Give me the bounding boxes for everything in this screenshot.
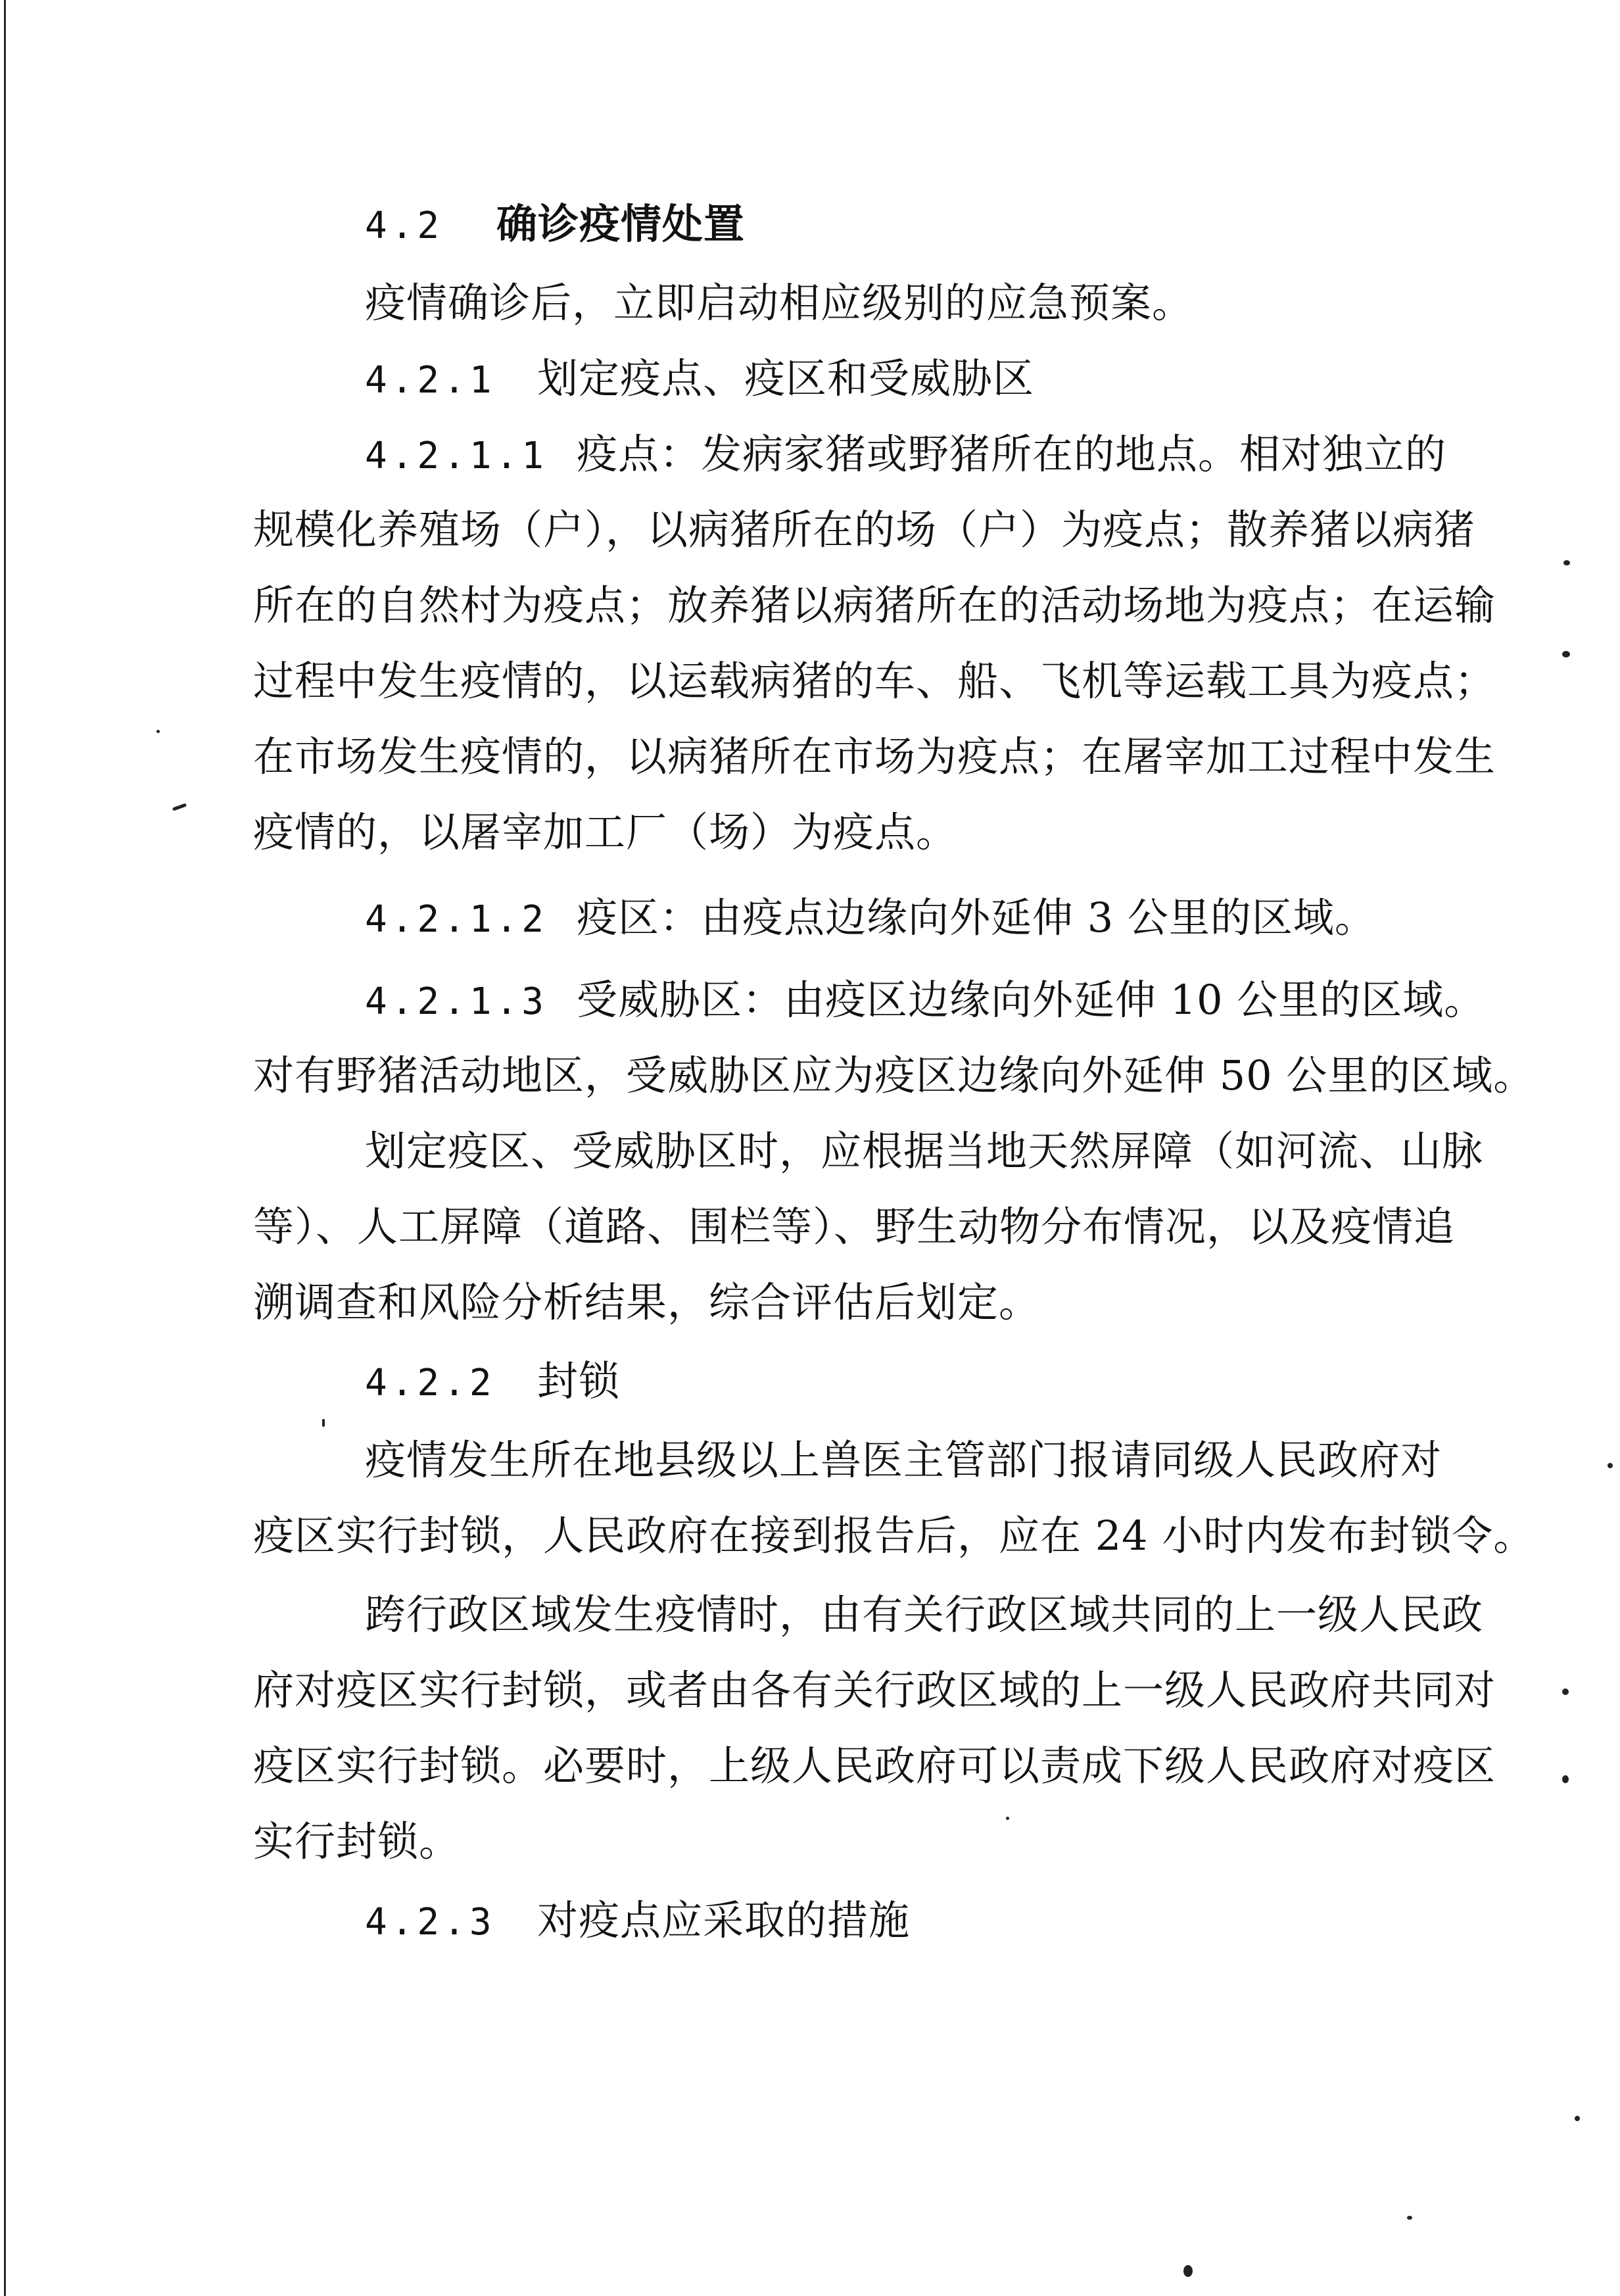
- section-number: 4.2: [365, 204, 444, 247]
- scan-speck: [1562, 1775, 1569, 1783]
- paragraph-line: 所在的自然村为疫点；放养猪以病猪所在的活动场地为疫点；在运输: [253, 581, 1496, 629]
- scan-speck: [1608, 1463, 1613, 1468]
- scan-speck: [1575, 2116, 1580, 2121]
- section-title: 封锁: [537, 1357, 621, 1405]
- paragraph-line: 溯调查和风险分析结果，综合评估后划定。: [253, 1278, 1041, 1326]
- paragraph-intro: 疫情确诊后，立即启动相应级别的应急预案。: [365, 279, 1194, 327]
- section-title: 确诊疫情处置: [496, 200, 746, 248]
- section-number: 4.2.1: [365, 359, 496, 402]
- section-heading-4-2-1: [365, 355, 1496, 404]
- section-heading-4-2-3: [365, 1897, 1496, 1946]
- scan-speck: [172, 803, 187, 811]
- section-heading-4-2: [365, 201, 1496, 250]
- scan-speck: [1407, 2216, 1412, 2220]
- section-heading-4-2-2: [365, 1358, 1496, 1407]
- paragraph-line: 过程中发生疫情的，以运载病猪的车、船、飞机等运载工具为疫点；: [253, 657, 1496, 705]
- scan-edge-line: [4, 0, 6, 2296]
- scan-speck: [1006, 1817, 1009, 1820]
- scan-speck: [322, 1419, 325, 1427]
- paragraph-line: 疫区：由疫点边缘向外延伸 3 公里的区域。: [577, 894, 1376, 942]
- paragraph-line: 对有野猪活动地区，受威胁区应为疫区边缘向外延伸 50 公里的区域。: [253, 1051, 1535, 1099]
- paragraph-line: 规模化养殖场（户），以病猪所在的场（户）为疫点；散养猪以病猪: [253, 506, 1476, 554]
- section-heading-4-2-1-3: [365, 976, 1496, 1026]
- section-heading-4-2-1-1: [365, 431, 1496, 480]
- paragraph-line: 疫点：发病家猪或野猪所在的地点。相对独立的: [577, 430, 1447, 478]
- section-number: 4.2.3: [365, 1901, 496, 1944]
- paragraph-line: 疫情发生所在地县级以上兽医主管部门报请同级人民政府对: [365, 1436, 1442, 1484]
- scan-speck: [1183, 2265, 1193, 2277]
- section-number: 4.2.1.3: [365, 980, 548, 1023]
- paragraph-line: 疫区实行封锁，人民政府在接到报告后，应在 24 小时内发布封锁令。: [253, 1512, 1535, 1560]
- paragraph-line: 疫情的，以屠宰加工厂（场）为疫点。: [253, 808, 958, 856]
- paragraph-line: 府对疫区实行封锁，或者由各有关行政区域的上一级人民政府共同对: [253, 1666, 1496, 1714]
- section-number: 4.2.1.2: [365, 898, 548, 941]
- paragraph-line: 受威胁区：由疫区边缘向外延伸 10 公里的区域。: [577, 976, 1486, 1024]
- scan-speck: [1563, 560, 1570, 565]
- section-number: 4.2.1.1: [365, 435, 548, 477]
- paragraph-line: 划定疫区、受威胁区时，应根据当地天然屏障（如河流、山脉: [365, 1127, 1484, 1175]
- section-title: 划定疫点、疫区和受威胁区: [537, 354, 1035, 402]
- scan-speck: [1562, 651, 1570, 658]
- paragraph-line: 疫区实行封锁。必要时，上级人民政府可以责成下级人民政府对疫区: [253, 1742, 1496, 1790]
- section-title: 对疫点应采取的措施: [537, 1896, 911, 1944]
- paragraph-line: 跨行政区域发生疫情时，由有关行政区域共同的上一级人民政: [365, 1590, 1484, 1638]
- paragraph-line: 在市场发生疫情的，以病猪所在市场为疫点；在屠宰加工过程中发生: [253, 732, 1496, 780]
- scan-speck: [156, 730, 160, 733]
- paragraph-line: 实行封锁。: [253, 1817, 461, 1865]
- section-heading-4-2-1-2: [365, 894, 1496, 944]
- scan-speck: [1562, 1688, 1569, 1695]
- section-number: 4.2.2: [365, 1362, 496, 1404]
- paragraph-line: 等）、人工屏障（道路、围栏等）、野生动物分布情况，以及疫情追: [253, 1203, 1456, 1251]
